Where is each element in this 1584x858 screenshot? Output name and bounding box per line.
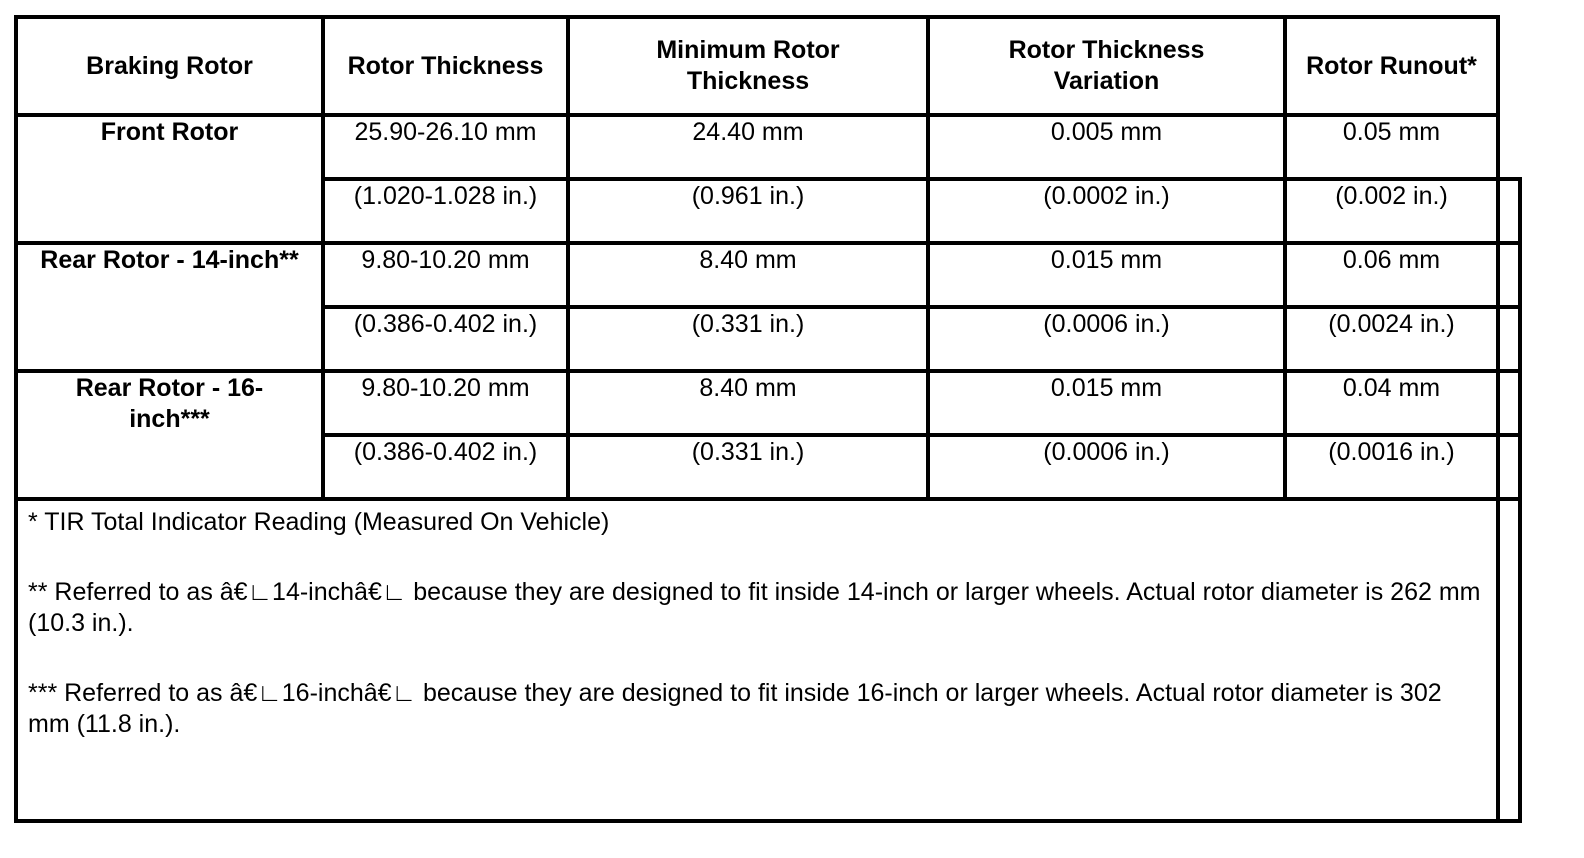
header-minimum-rotor-thickness: Minimum Rotor Thickness xyxy=(568,17,928,115)
row-name-rear-rotor-14: Rear Rotor - 14-inch** xyxy=(16,243,323,371)
spacer xyxy=(1498,307,1520,371)
front-min-thickness-in: (0.961 in.) xyxy=(568,179,928,243)
front-thickness-variation-in: (0.0002 in.) xyxy=(928,179,1285,243)
footnote-14-inch: ** Referred to as â€∟14-inchâ€∟ because they are designed to fit inside 14-inch or larger wheels. Actual rotor diameter is 262 mm (10.3 in.). xyxy=(28,578,1481,637)
rotor-spec-table xyxy=(14,15,1522,823)
row-name-rear-rotor-16: Rear Rotor - 16-inch*** xyxy=(16,371,323,499)
rear16-runout-in: (0.0016 in.) xyxy=(1285,435,1498,499)
row-name-front-rotor: Front Rotor xyxy=(16,115,323,243)
footnotes xyxy=(16,499,1498,821)
rear14-runout-mm: 0.06 mm xyxy=(1285,243,1498,307)
footnote-16-inch: *** Referred to as â€∟16-inchâ€∟ because they are designed to fit inside 16-inch or larger wheels. Actual rotor diameter is 302 mm (11.8 in.). xyxy=(28,679,1442,738)
spacer xyxy=(1498,115,1520,179)
rear14-thickness-variation-in: (0.0006 in.) xyxy=(928,307,1285,371)
rear16-rotor-thickness-mm: 9.80-10.20 mm xyxy=(323,371,568,435)
rear14-rotor-thickness-mm: 9.80-10.20 mm xyxy=(323,243,568,307)
rear16-min-thickness-in: (0.331 in.) xyxy=(568,435,928,499)
spacer xyxy=(1498,435,1520,499)
rear16-rotor-thickness-in: (0.386-0.402 in.) xyxy=(323,435,568,499)
front-rotor-thickness-in: (1.020-1.028 in.) xyxy=(323,179,568,243)
rear16-min-thickness-mm: 8.40 mm xyxy=(568,371,928,435)
rear14-min-thickness-mm: 8.40 mm xyxy=(568,243,928,307)
header-spacer xyxy=(1498,17,1520,115)
footnote-tir: * TIR Total Indicator Reading (Measured On Vehicle) xyxy=(28,508,610,536)
spacer xyxy=(1498,371,1520,435)
table-row xyxy=(16,371,1520,435)
front-min-thickness-mm: 24.40 mm xyxy=(568,115,928,179)
front-rotor-thickness-mm: 25.90-26.10 mm xyxy=(323,115,568,179)
rear14-min-thickness-in: (0.331 in.) xyxy=(568,307,928,371)
header-rotor-thickness-variation: Rotor Thickness Variation xyxy=(928,17,1285,115)
header-braking-rotor: Braking Rotor xyxy=(16,17,323,115)
header-rotor-thickness: Rotor Thickness xyxy=(323,17,568,115)
notes-row xyxy=(16,499,1520,821)
front-thickness-variation-mm: 0.005 mm xyxy=(928,115,1285,179)
rear16-thickness-variation-mm: 0.015 mm xyxy=(928,371,1285,435)
rear16-thickness-variation-in: (0.0006 in.) xyxy=(928,435,1285,499)
rear14-rotor-thickness-in: (0.386-0.402 in.) xyxy=(323,307,568,371)
rear14-thickness-variation-mm: 0.015 mm xyxy=(928,243,1285,307)
front-runout-mm: 0.05 mm xyxy=(1285,115,1498,179)
header-row xyxy=(16,17,1520,115)
spacer xyxy=(1498,179,1520,243)
rear16-runout-mm: 0.04 mm xyxy=(1285,371,1498,435)
spacer xyxy=(1498,243,1520,307)
table-row xyxy=(16,115,1520,179)
spacer xyxy=(1498,499,1520,821)
table-row xyxy=(16,243,1520,307)
front-runout-in: (0.002 in.) xyxy=(1285,179,1498,243)
header-rotor-runout: Rotor Runout* xyxy=(1285,17,1498,115)
rear14-runout-in: (0.0024 in.) xyxy=(1285,307,1498,371)
